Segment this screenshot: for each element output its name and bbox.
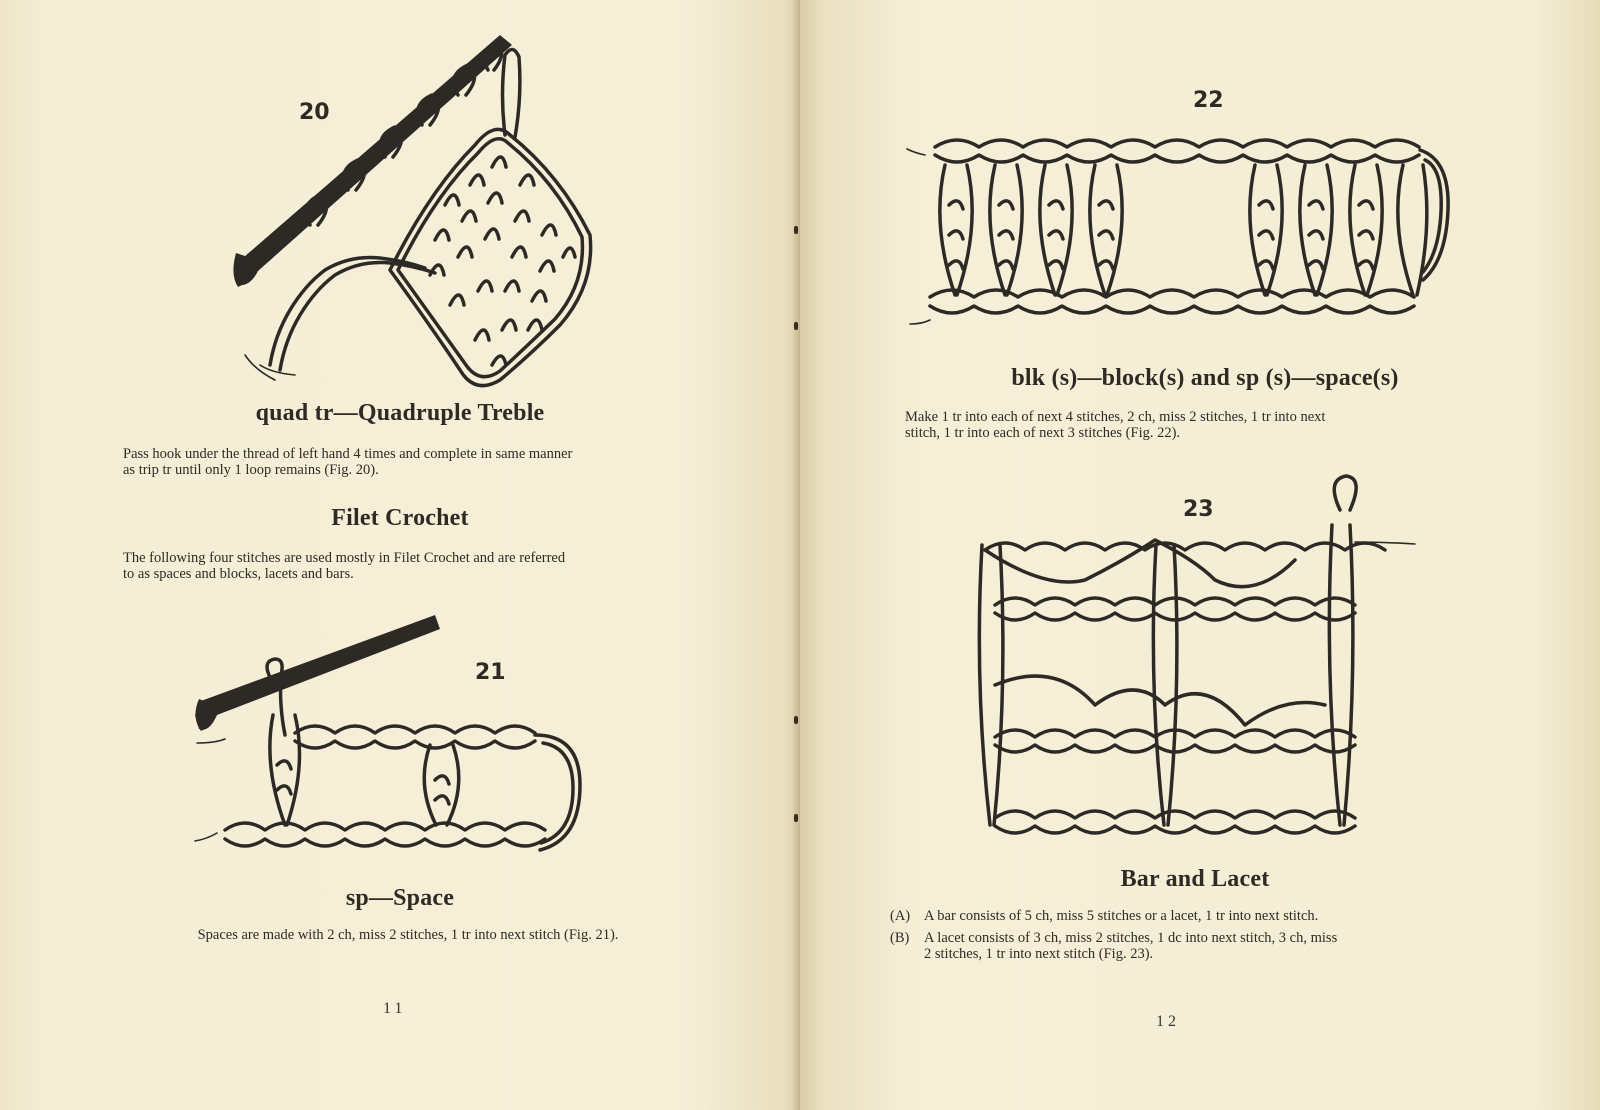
filet-text-line-1: The following four stitches are used mostly in Filet Crochet and are referred <box>123 550 566 566</box>
page-number-11: 11 <box>383 1000 407 1017</box>
blocks-spaces-description <box>905 409 1495 441</box>
space-description: Spaces are made with 2 ch, miss 2 stitches, 1 tr into next stitch (Fig. 21). <box>197 927 619 943</box>
fig-22-number: 22 <box>1193 88 1224 113</box>
staple-hole <box>794 814 798 822</box>
treble-posts <box>979 476 1356 825</box>
right-page <box>800 0 1600 1110</box>
item-b-text-line-1: A lacet consists of 3 ch, miss 2 stitches, 1 dc into next stitch, 3 ch, miss <box>924 930 1338 946</box>
list-item-lacet <box>890 930 1500 962</box>
list-item-bar <box>890 908 1500 924</box>
item-a-text: A bar consists of 5 ch, miss 5 stitches or a lacet, 1 tr into next stitch. <box>924 908 1319 924</box>
space-heading: sp—Space <box>345 885 455 911</box>
fig-20-number: 20 <box>299 100 330 125</box>
filet-crochet-description <box>123 550 693 582</box>
fig-22-illustration <box>925 125 1455 335</box>
blocks-text-line-2: stitch, 1 tr into each of next 3 stitches (Fig. 22). <box>905 425 1181 441</box>
fig-21-illustration <box>195 615 615 875</box>
fig-23-illustration <box>960 480 1420 850</box>
staple-hole <box>794 322 798 330</box>
item-a-marker: (A) <box>890 908 911 924</box>
bottom-chain <box>195 739 545 846</box>
filet-crochet-heading: Filet Crochet <box>331 505 469 531</box>
fig-23-number: 23 <box>1183 497 1214 522</box>
quad-tr-text-line-2: as trip tr until only 1 loop remains (Fig. 20). <box>123 462 379 478</box>
bar-lacet-description <box>890 908 1500 968</box>
crochet-hook-icon <box>195 615 440 730</box>
quad-tr-text-line-1: Pass hook under the thread of left hand 4 times and complete in same manner <box>123 446 573 462</box>
fig-20-illustration <box>230 25 620 405</box>
top-chain <box>295 726 580 850</box>
block-trebles <box>940 165 1427 295</box>
staple-hole <box>794 226 798 234</box>
fig-21-number: 21 <box>475 660 506 685</box>
filet-text-line-2: to as spaces and blocks, lacets and bars. <box>123 566 354 582</box>
page-number-12: 12 <box>1156 1013 1180 1030</box>
quad-tr-heading: quad tr—Quadruple Treble <box>255 400 545 426</box>
bottom-chain <box>907 149 1414 324</box>
quad-tr-description <box>123 446 693 478</box>
blocks-spaces-heading: blk (s)—block(s) and sp (s)—space(s) <box>1011 365 1399 391</box>
blocks-text-line-1: Make 1 tr into each of next 4 stitches, 2 ch, miss 2 stitches, 1 tr into next <box>905 409 1326 425</box>
staple-hole <box>794 716 798 724</box>
bar-lacet-heading: Bar and Lacet <box>1120 866 1270 892</box>
item-b-marker: (B) <box>890 930 910 946</box>
item-b-text-line-2: 2 stitches, 1 tr into next stitch (Fig. 23). <box>924 946 1154 962</box>
